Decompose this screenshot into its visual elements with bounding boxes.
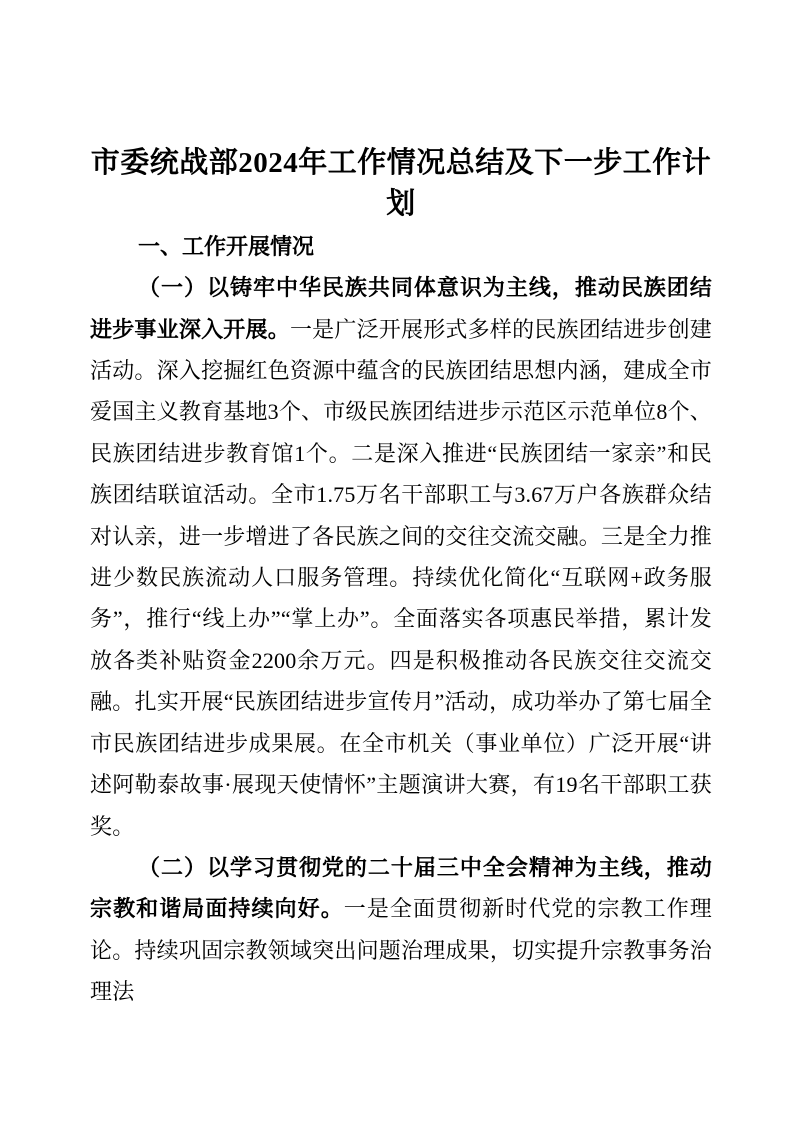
document-title: 市委统战部2024年工作情况总结及下一步工作计划 [90, 147, 712, 221]
paragraph [90, 267, 712, 847]
paragraph-text: 一是广泛开展形式多样的民族团结进步创建活动。深入挖掘红色资源中蕴含的民族团结思想内涵，建成全市爱国主义教育基地3个、市级民族团结进步示范区示范单位8个、民族团结进步教育馆1个。二是深入推进“民族团结一家亲”和民族团结联谊活动。全市1.75万名干部职工与3.67万户各族群众结对认亲，进一步增进了各民族之间的交往交流交融。三是全力推进少数民族流动人口服务管理。持续优化简化“互联网+政务服务”，推行“线上办”“掌上办”。全面落实各项惠民举措，累计发放各类补贴资金2200余万元。四是积极推动各民族交往交流交融。扎实开展“民族团结进步宣传月”活动，成功举办了第七届全市民族团结进步成果展。在全市机关（事业单位）广泛开展“讲述阿勒泰故事·展现天使情怀”主题演讲大赛，有19名干部职工获奖。 [90, 316, 712, 839]
paragraph-text: 一是全面贯彻新时代党的宗教工作理论。持续巩固宗教领域突出问题治理成果，切实提升宗教事务治理法 [90, 896, 713, 1005]
paragraph-lead: （二）以学习贯彻党的二十届三中全会精神为主线，推动宗教和谐局面持续向好。 [90, 854, 712, 922]
paragraph-lead: （一）以铸牢中华民族共同体意识为主线，推动民族团结进步事业深入开展。 [90, 275, 712, 342]
section-heading: 一、工作开展情况 [138, 233, 315, 259]
paragraph [90, 847, 712, 1013]
